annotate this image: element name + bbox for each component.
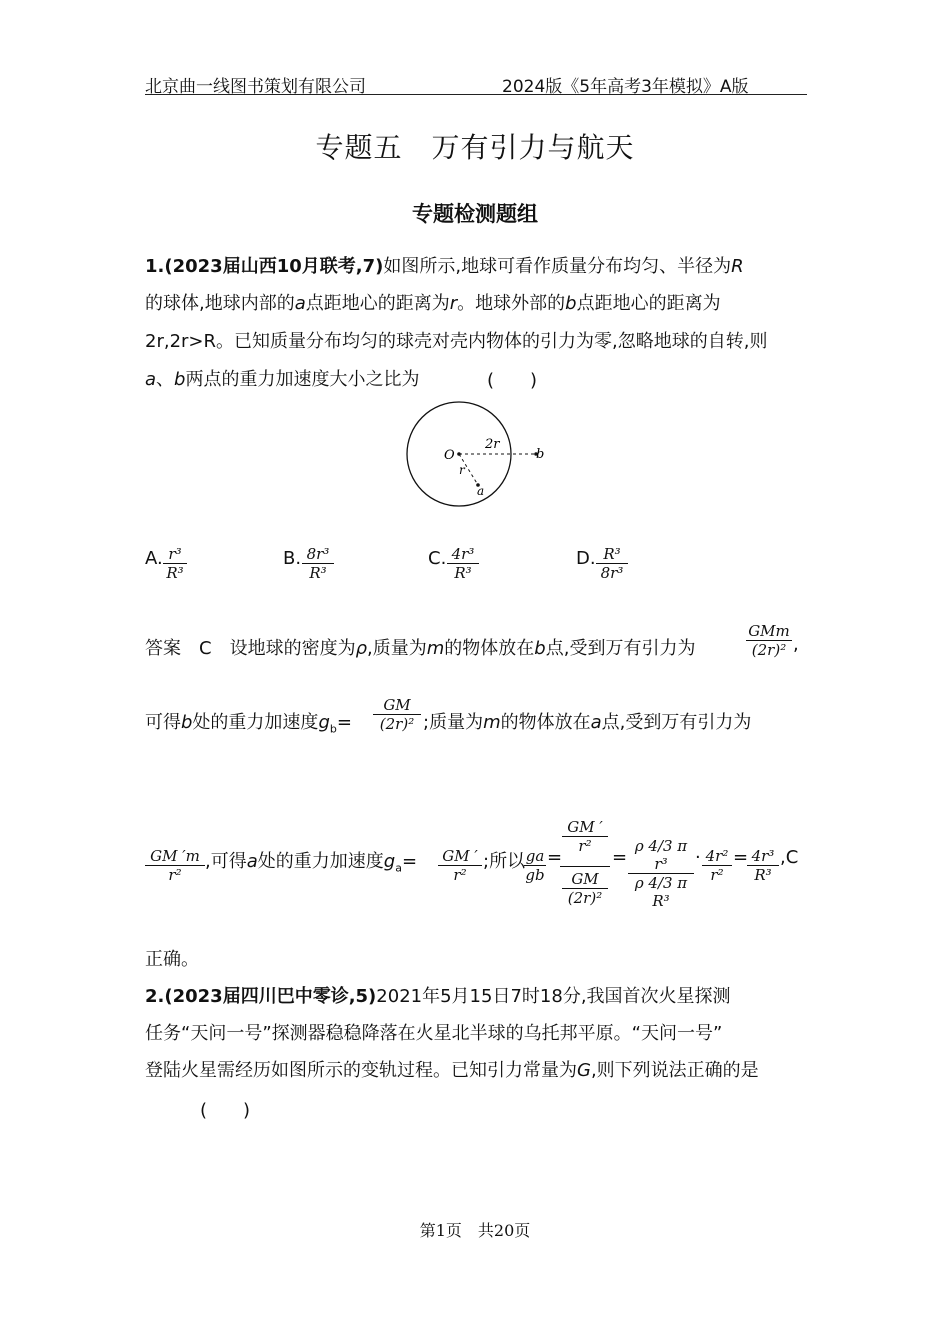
q1-var-b: b xyxy=(565,293,577,314)
section-subtitle: 专题检测题组 xyxy=(412,202,538,226)
answer-compound-bottom: GM (2r)² xyxy=(562,870,608,907)
header-rule xyxy=(145,94,807,95)
answer-compound-bar xyxy=(560,866,610,867)
answer-correct: 正确。 xyxy=(145,949,199,970)
answer-text-suoyi: ;所以 xyxy=(483,851,526,872)
q2-line-2: 任务“天问一号”探测器稳稳降落在火星北半球的乌托邦平原。“天问一号” xyxy=(145,1023,723,1044)
q1-text: 的球体,地球内部的 xyxy=(145,293,295,314)
label-r: r xyxy=(459,463,465,477)
label-2r: 2r xyxy=(485,437,500,452)
option-a-fraction: r³ R³ xyxy=(163,545,187,582)
answer-eq-1: = xyxy=(547,847,563,868)
q2-line-1 xyxy=(145,982,731,1008)
answer-frac-GM-gb: GM (2r)² xyxy=(373,696,421,733)
answer-line-2: 可得b处的重力加速度$g_b=$ xyxy=(145,712,352,736)
q1-text: 点距地心的距离为 xyxy=(576,293,721,314)
q1-line-2 xyxy=(145,289,721,315)
q2-number: 2. xyxy=(145,986,165,1007)
header-publisher: 北京曲一线图书策划有限公司 xyxy=(145,77,366,97)
q1-answer-bracket: ( ) xyxy=(487,370,538,391)
q1-text: 点距地心的距离为 xyxy=(305,293,450,314)
answer-comma: , xyxy=(793,634,799,655)
page-footer: 第1页 共20页 xyxy=(419,1221,531,1240)
q2-var-G: G xyxy=(577,1060,591,1081)
answer-eq-2: = xyxy=(612,847,628,868)
answer-frac-GMm: GMm (2r)² xyxy=(746,622,792,659)
center-point xyxy=(457,452,461,456)
answer-frac-ga-gb: ga gb xyxy=(525,847,545,884)
label-b: b xyxy=(536,447,545,462)
answer-frac-GMprime: GM ′ r² xyxy=(438,847,482,884)
option-c-label: C. xyxy=(428,548,447,569)
header-edition: 2024版《5年高考3年模拟》A版 xyxy=(502,77,749,97)
q2-text: 2021年5月15日7时18分,我国首次火星探测 xyxy=(376,986,731,1007)
q1-var-a: a xyxy=(145,369,157,390)
q2-line-3: 登陆火星需经历如图所示的变轨过程。已知引力常量为G,则下列说法正确的是 xyxy=(145,1060,759,1081)
q1-var-r: r xyxy=(449,293,458,314)
answer-frac-density: ρ 4/3 π r³ ρ 4/3 π R³ xyxy=(628,837,694,910)
answer-dot: · xyxy=(695,847,701,868)
q1-var-b: b xyxy=(174,369,186,390)
answer-frac-GMprime-m: GM ′m r² xyxy=(145,847,205,884)
q1-line-3: 2r,2r>R。已知质量分布均匀的球壳对壳内物体的引力为零,忽略地球的自转,则 xyxy=(145,331,768,352)
answer-frac-4r2: 4r² r² xyxy=(702,847,732,884)
answer-eq-3: = xyxy=(733,847,749,868)
q1-text: 、 xyxy=(156,369,175,390)
q1-line-4 xyxy=(145,365,419,391)
q1-var-R: R xyxy=(731,256,744,277)
q2-source: (2023届四川巴中零诊,5) xyxy=(164,986,377,1007)
answer-compound-top: GM ′ r² xyxy=(562,818,608,855)
q1-text: 。地球外部的 xyxy=(457,293,566,314)
label-a: a xyxy=(477,484,485,498)
answer-line-1: 答案 C 设地球的密度为ρ,质量为m的物体放在b点,受到万有引力为 xyxy=(145,638,696,659)
answer-line-3a: ,可得a处的重力加速度$g_a=$ xyxy=(205,851,418,875)
option-b-label: B. xyxy=(283,548,302,569)
option-b-fraction: 8r³ R³ xyxy=(302,545,334,582)
q2-answer-bracket: ( ) xyxy=(200,1100,251,1121)
option-a-label: A. xyxy=(145,548,163,569)
option-d-fraction: R³ 8r³ xyxy=(596,545,628,582)
answer-frac-4r3: 4r³ R³ xyxy=(747,847,779,884)
label-O: O xyxy=(444,448,455,463)
answer-line-2-tail: ;质量为m的物体放在a点,受到万有引力为 xyxy=(423,712,752,733)
q1-line-1 xyxy=(145,252,744,278)
q1-var-a: a xyxy=(294,293,306,314)
page-title: 专题五 万有引力与航天 xyxy=(315,131,635,164)
q1-text: 如图所示,地球可看作质量分布均匀、半径为 xyxy=(383,256,732,277)
q1-number: 1. xyxy=(145,256,165,277)
q1-source: (2023届山西10月联考,7) xyxy=(164,256,384,277)
q1-text: 两点的重力加速度大小之比为 xyxy=(185,369,420,390)
answer-C: ,C xyxy=(780,847,799,868)
option-d-label: D. xyxy=(576,548,596,569)
option-c-fraction: 4r³ R³ xyxy=(447,545,479,582)
earth-figure xyxy=(400,395,560,515)
